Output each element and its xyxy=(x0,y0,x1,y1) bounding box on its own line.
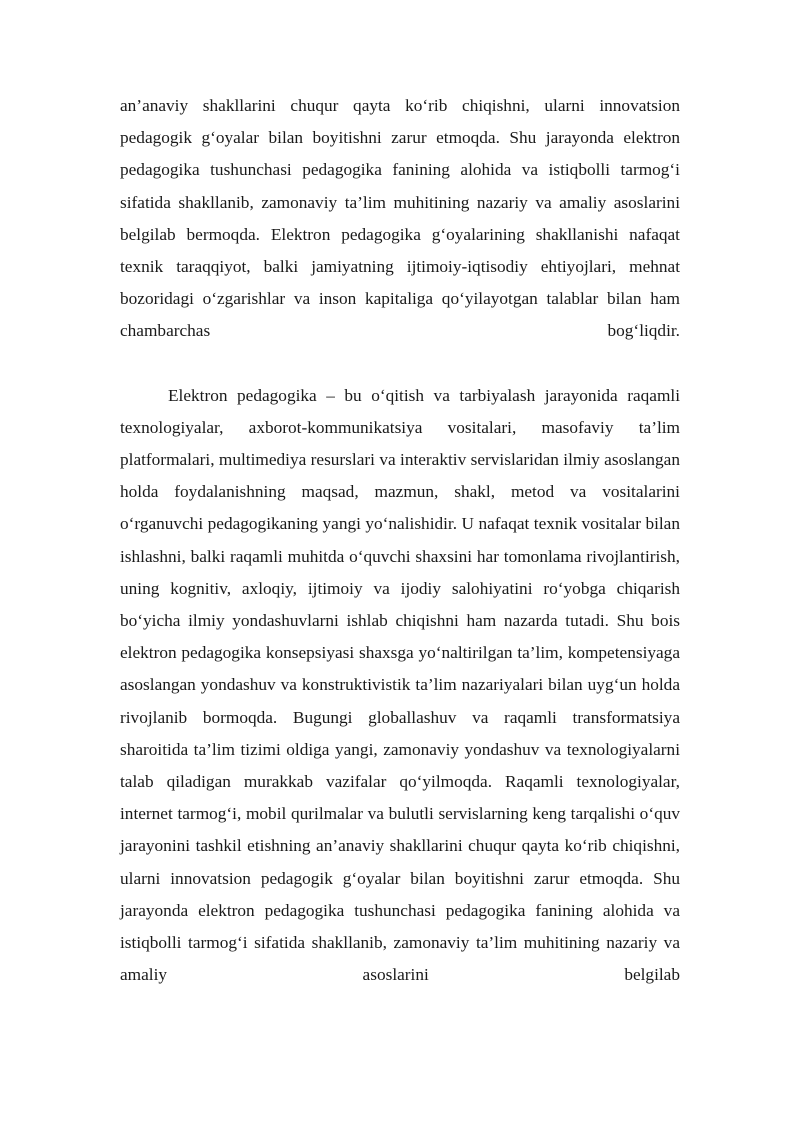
document-page xyxy=(120,90,680,991)
paragraph-1: an’anaviy shakllarini chuqur qayta ko‘rib chiqishni, ularni innovatsion pedagogik g‘oyalar bilan boyitishni zarur etmoqda. Shu jarayonda elektron pedagogika tushunchasi pedagogika fanining alohida va istiqbolli tarmog‘i sifatida shakllanib, zamonaviy ta’lim muhitining nazariy va amaliy asoslarini belgilab bermoqda. Elektron pedagogika g‘oyalarining shakllanishi nafaqat texnik taraqqiyot, balki jamiyatning ijtimoiy-iqtisodiy ehtiyojlari, mehnat bozoridagi o‘zgarishlar va inson kapitaliga qo‘yilayotgan talablar bilan ham chambarchas bog‘liqdir. xyxy=(120,96,680,341)
paragraph-2: Elektron pedagogika – bu o‘qitish va tarbiyalash jarayonida raqamli texnologiyalar, axborot-kommunikatsiya vositalari, masofaviy ta’lim platformalari, multimediya resurslari va interaktiv servislaridan ilmiy asoslangan holda foydalanishning maqsad, mazmun, shakl, metod va vositalarini o‘rganuvchi pedagogikaning yangi yo‘nalishidir. U nafaqat texnik vositalar bilan ishlashni, balki raqamli muhitda o‘quvchi shaxsini har tomonlama rivojlantirish, uning kognitiv, axloqiy, ijtimoiy va ijodiy salohiyatini ro‘yobga chiqarish bo‘yicha ilmiy yondashuvlarni ishlab chiqishni ham nazarda tutadi. Shu bois elektron pedagogika konsepsiyasi shaxsga yo‘naltirilgan ta’lim, kompetensiyaga asoslangan yondashuv va konstruktivistik ta’lim nazariyalari bilan uyg‘un holda rivojlanib bormoqda. Bugungi globallashuv va raqamli transformatsiya sharoitida ta’lim tizimi oldiga yangi, zamonaviy yondashuv va texnologiyalarni talab qiladigan murakkab vazifalar qo‘yilmoqda. Raqamli texnologiyalar, internet tarmog‘i, mobil qurilmalar va bulutli servislarning keng tarqalishi o‘quv jarayonini tashkil etishning an’anaviy shakllarini chuqur qayta ko‘rib chiqishni, ularni innovatsion pedagogik g‘oyalar bilan boyitishni zarur etmoqda. Shu jarayonda elektron pedagogika tushunchasi pedagogika fanining alohida va istiqbolli tarmog‘i sifatida shakllanib, zamonaviy ta’lim muhitining nazariy va amaliy asoslarini belgilab xyxy=(120,385,680,985)
paragraph-spacer xyxy=(120,348,680,380)
